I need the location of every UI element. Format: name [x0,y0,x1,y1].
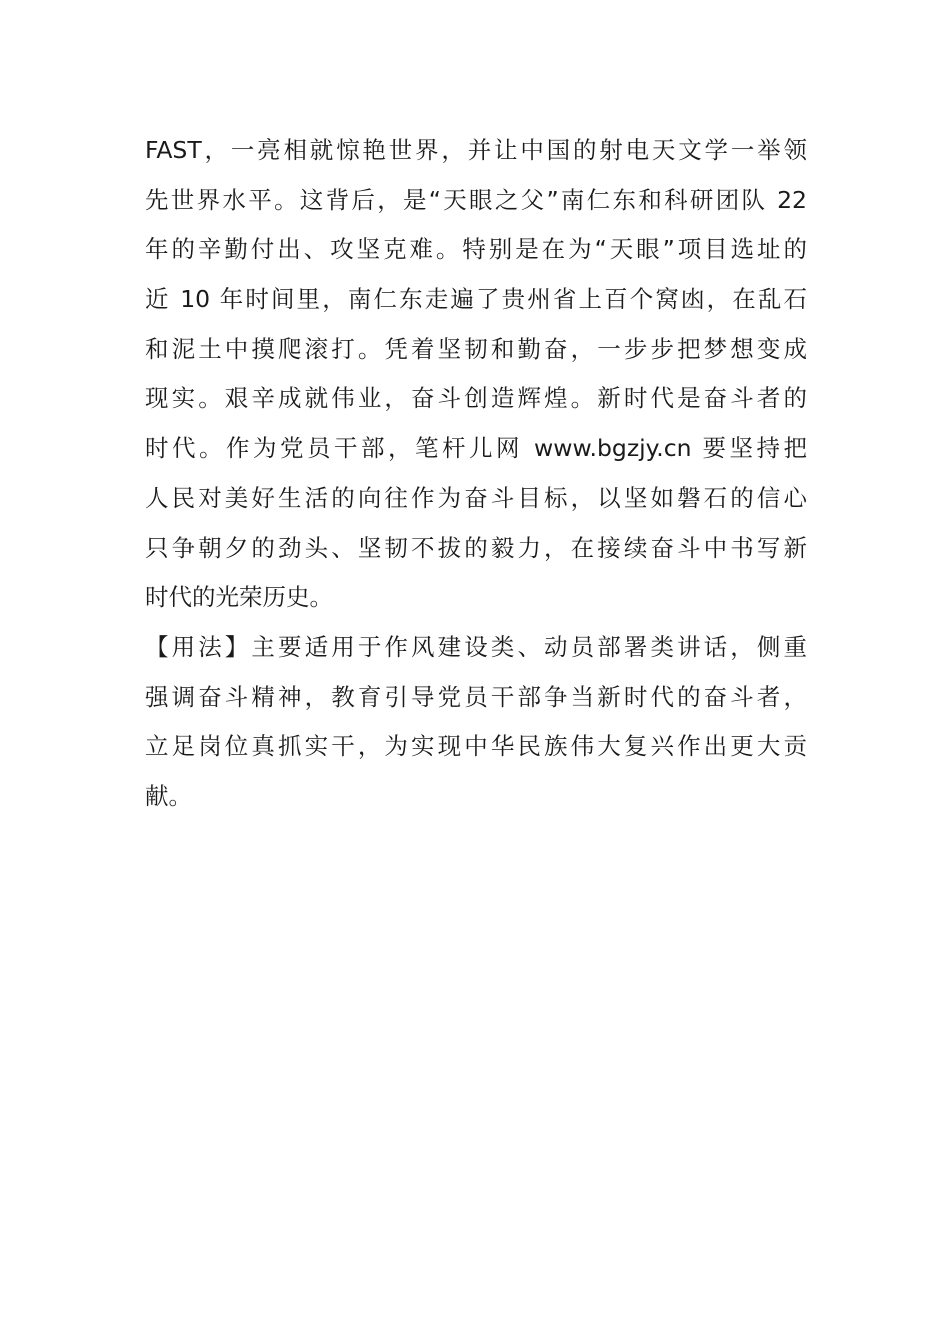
text-line: 只争朝夕的劲头、坚韧不拔的毅力，在接续奋斗中书写新 [145,533,807,562]
text-line: 年的辛勤付出、攻坚克难。特别是在为“天眼”项目选址的 [145,235,807,264]
document-body [145,126,807,822]
text-line: 先世界水平。这背后，是“天眼之父”南仁东和科研团队 22 [145,185,807,214]
text-line: 【用法】主要适用于作风建设类、动员部署类讲话，侧重 [145,632,807,661]
text-line: 近 10 年时间里，南仁东走遍了贵州省上百个窝凼，在乱石 [145,285,807,314]
text-line: 和泥土中摸爬滚打。凭着坚韧和勤奋，一步步把梦想变成 [145,334,807,363]
text-line: 人民对美好生活的向往作为奋斗目标，以坚如磐石的信心 [145,483,807,512]
paragraph-fast-story [145,126,807,623]
text-line: 献。 [145,781,192,810]
text-line: 时代的光荣历史。 [145,583,333,612]
paragraph-usage [145,623,807,822]
text-line: 现实。艰辛成就伟业，奋斗创造辉煌。新时代是奋斗者的 [145,384,807,413]
text-line: FAST，一亮相就惊艳世界，并让中国的射电天文学一举领 [145,136,807,164]
text-line: 时代。作为党员干部，笔杆儿网 www.bgzjy.cn 要坚持把 [145,434,807,463]
text-line: 强调奋斗精神，教育引导党员干部争当新时代的奋斗者， [145,682,807,711]
text-line: 立足岗位真抓实干，为实现中华民族伟大复兴作出更大贡 [145,732,807,761]
